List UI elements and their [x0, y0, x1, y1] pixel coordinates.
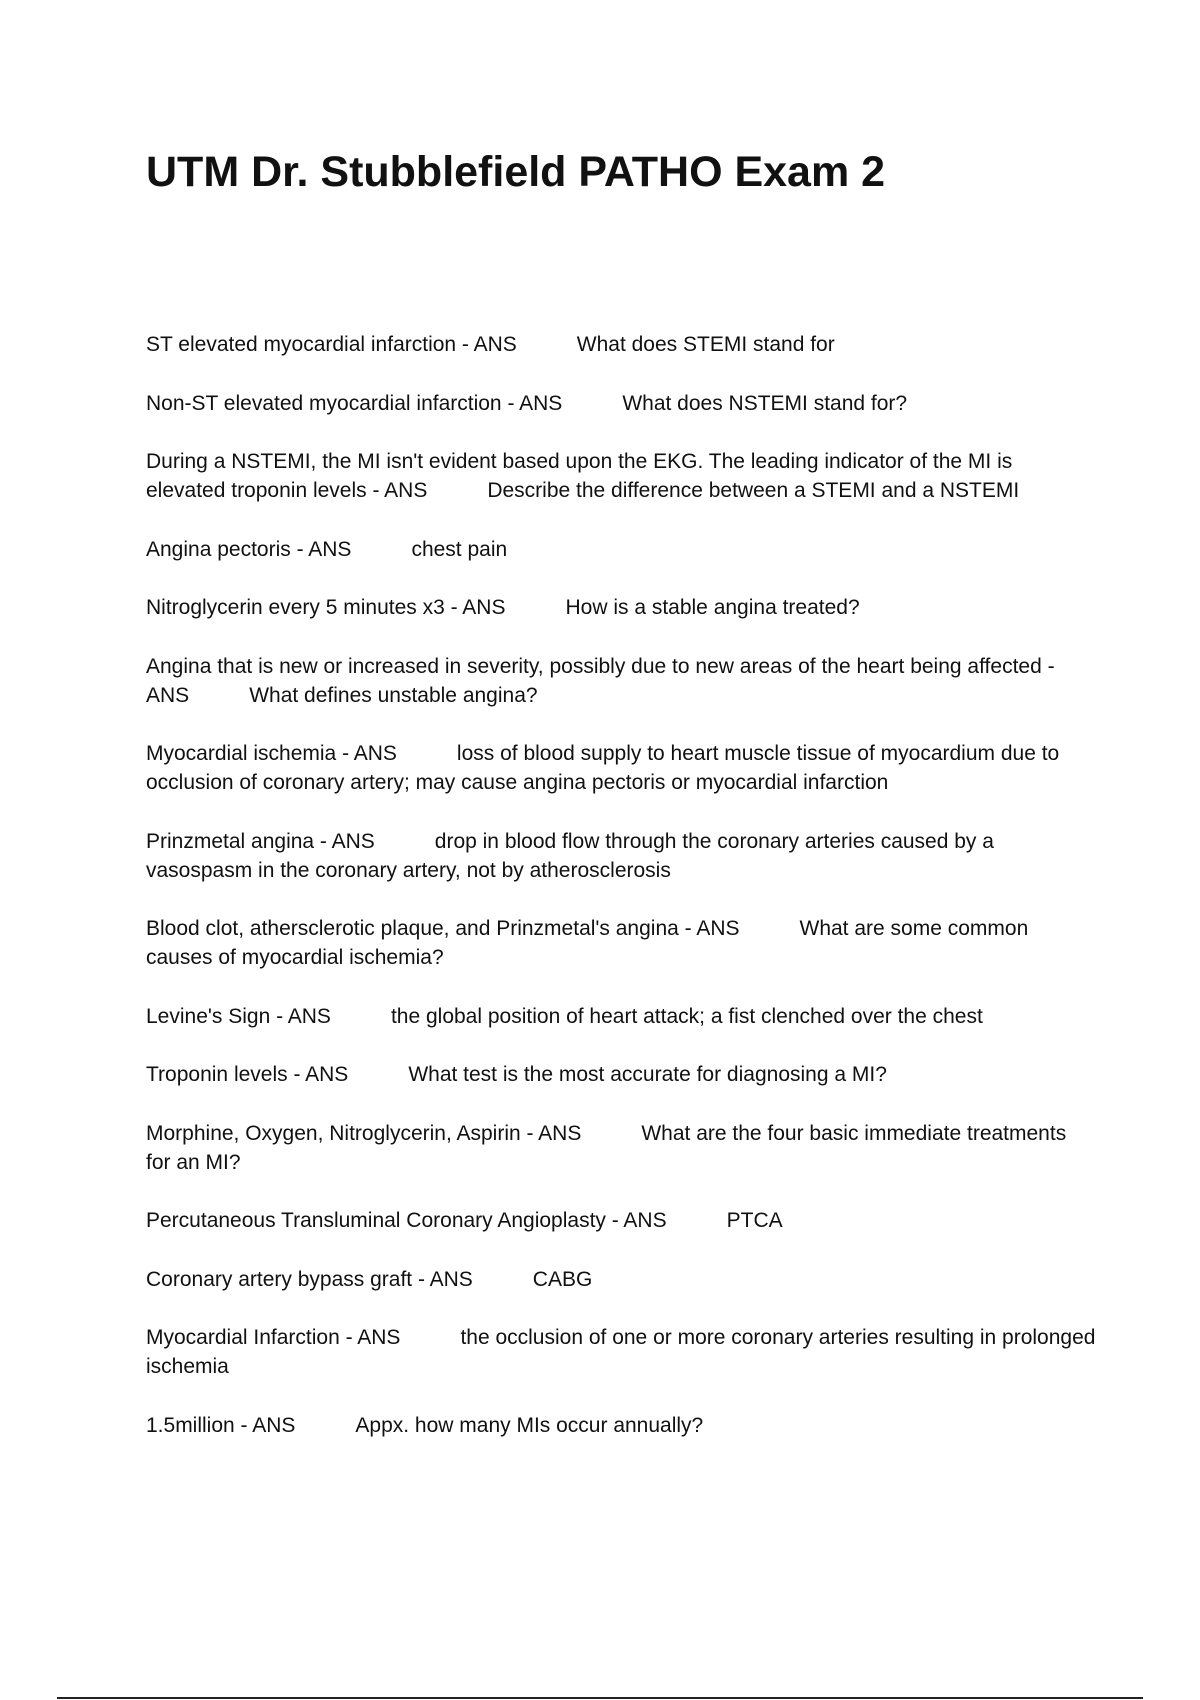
flashcard-term: Levine's Sign - ANS — [146, 1004, 331, 1028]
flashcard-item — [146, 739, 1096, 797]
flashcard-item — [146, 1265, 1096, 1294]
footer-divider — [57, 1697, 1143, 1699]
flashcard-term: Morphine, Oxygen, Nitroglycerin, Aspirin - ANS — [146, 1121, 582, 1145]
flashcard-definition: What does NSTEMI stand for? — [622, 391, 908, 415]
flashcard-term: Prinzmetal angina - ANS — [146, 829, 375, 853]
flashcard-term: Blood clot, athersclerotic plaque, and Prinzmetal's angina - ANS — [146, 917, 740, 940]
flashcard-definition: What test is the most accurate for diagnosing a MI? — [408, 1063, 887, 1086]
flashcard-item — [146, 1119, 1096, 1177]
flashcard-item — [146, 1002, 1096, 1031]
flashcard-term: During a NSTEMI, the MI isn't evident based upon the EKG. The leading indicator of the MI is elevated troponin levels - ANS — [146, 450, 1013, 502]
flashcard-definition: What defines unstable angina? — [249, 683, 538, 707]
flashcard-term: Angina pectoris - ANS — [146, 537, 352, 561]
flashcard-item — [146, 593, 1096, 622]
flashcard-term: Troponin levels - ANS — [146, 1063, 349, 1086]
flashcard-term: Coronary artery bypass graft - ANS — [146, 1267, 473, 1291]
flashcard-item — [146, 827, 1096, 885]
flashcard-term: Non-ST elevated myocardial infarction - ANS — [146, 391, 563, 415]
flashcard-definition: What are some common causes of myocardial ischemia? — [146, 917, 1029, 969]
flashcard-definition: What does STEMI stand for — [576, 333, 835, 356]
flashcard-definition: CABG — [532, 1267, 593, 1291]
flashcard-item — [146, 914, 1096, 972]
flashcard-item — [146, 535, 1096, 564]
flashcard-list — [146, 330, 1096, 1469]
flashcard-item — [146, 1411, 1096, 1440]
flashcard-definition: Describe the difference between a STEMI and a NSTEMI — [487, 479, 1020, 502]
flashcard-term: ST elevated myocardial infarction - ANS — [146, 333, 517, 356]
flashcard-definition: Appx. how many MIs occur annually? — [355, 1413, 704, 1437]
flashcard-term: Myocardial ischemia - ANS — [146, 742, 397, 765]
flashcard-term: Percutaneous Transluminal Coronary Angioplasty - ANS — [146, 1209, 667, 1232]
flashcard-term: 1.5million - ANS — [146, 1413, 296, 1437]
flashcard-item — [146, 1206, 1096, 1235]
flashcard-item — [146, 652, 1096, 710]
flashcard-term: Myocardial Infarction - ANS — [146, 1326, 401, 1349]
flashcard-term: Angina that is new or increased in severity, possibly due to new areas of the heart being affected - ANS — [146, 654, 1055, 707]
flashcard-definition: What are the four basic immediate treatments for an MI? — [146, 1121, 1067, 1174]
flashcard-item — [146, 447, 1096, 505]
flashcard-definition: loss of blood supply to heart muscle tissue of myocardium due to occlusion of coronary artery; may cause angina pectoris or myocardial infarction — [146, 742, 1060, 794]
flashcard-definition: drop in blood flow through the coronary arteries caused by a vasospasm in the coronary artery, not by atherosclerosis — [146, 829, 994, 882]
flashcard-definition: chest pain — [411, 537, 508, 561]
flashcard-definition: PTCA — [726, 1209, 783, 1232]
flashcard-item — [146, 1323, 1096, 1381]
flashcard-term: Nitroglycerin every 5 minutes x3 - ANS — [146, 596, 506, 619]
flashcard-definition: the occlusion of one or more coronary arteries resulting in prolonged ischemia — [146, 1326, 1096, 1378]
flashcard-item — [146, 1060, 1096, 1089]
flashcard-item — [146, 389, 1096, 418]
page-title: UTM Dr. Stubblefield PATHO Exam 2 — [146, 148, 886, 196]
flashcard-item — [146, 330, 1096, 359]
flashcard-definition: How is a stable angina treated? — [565, 596, 860, 619]
flashcard-definition: the global position of heart attack; a fist clenched over the chest — [390, 1004, 983, 1028]
